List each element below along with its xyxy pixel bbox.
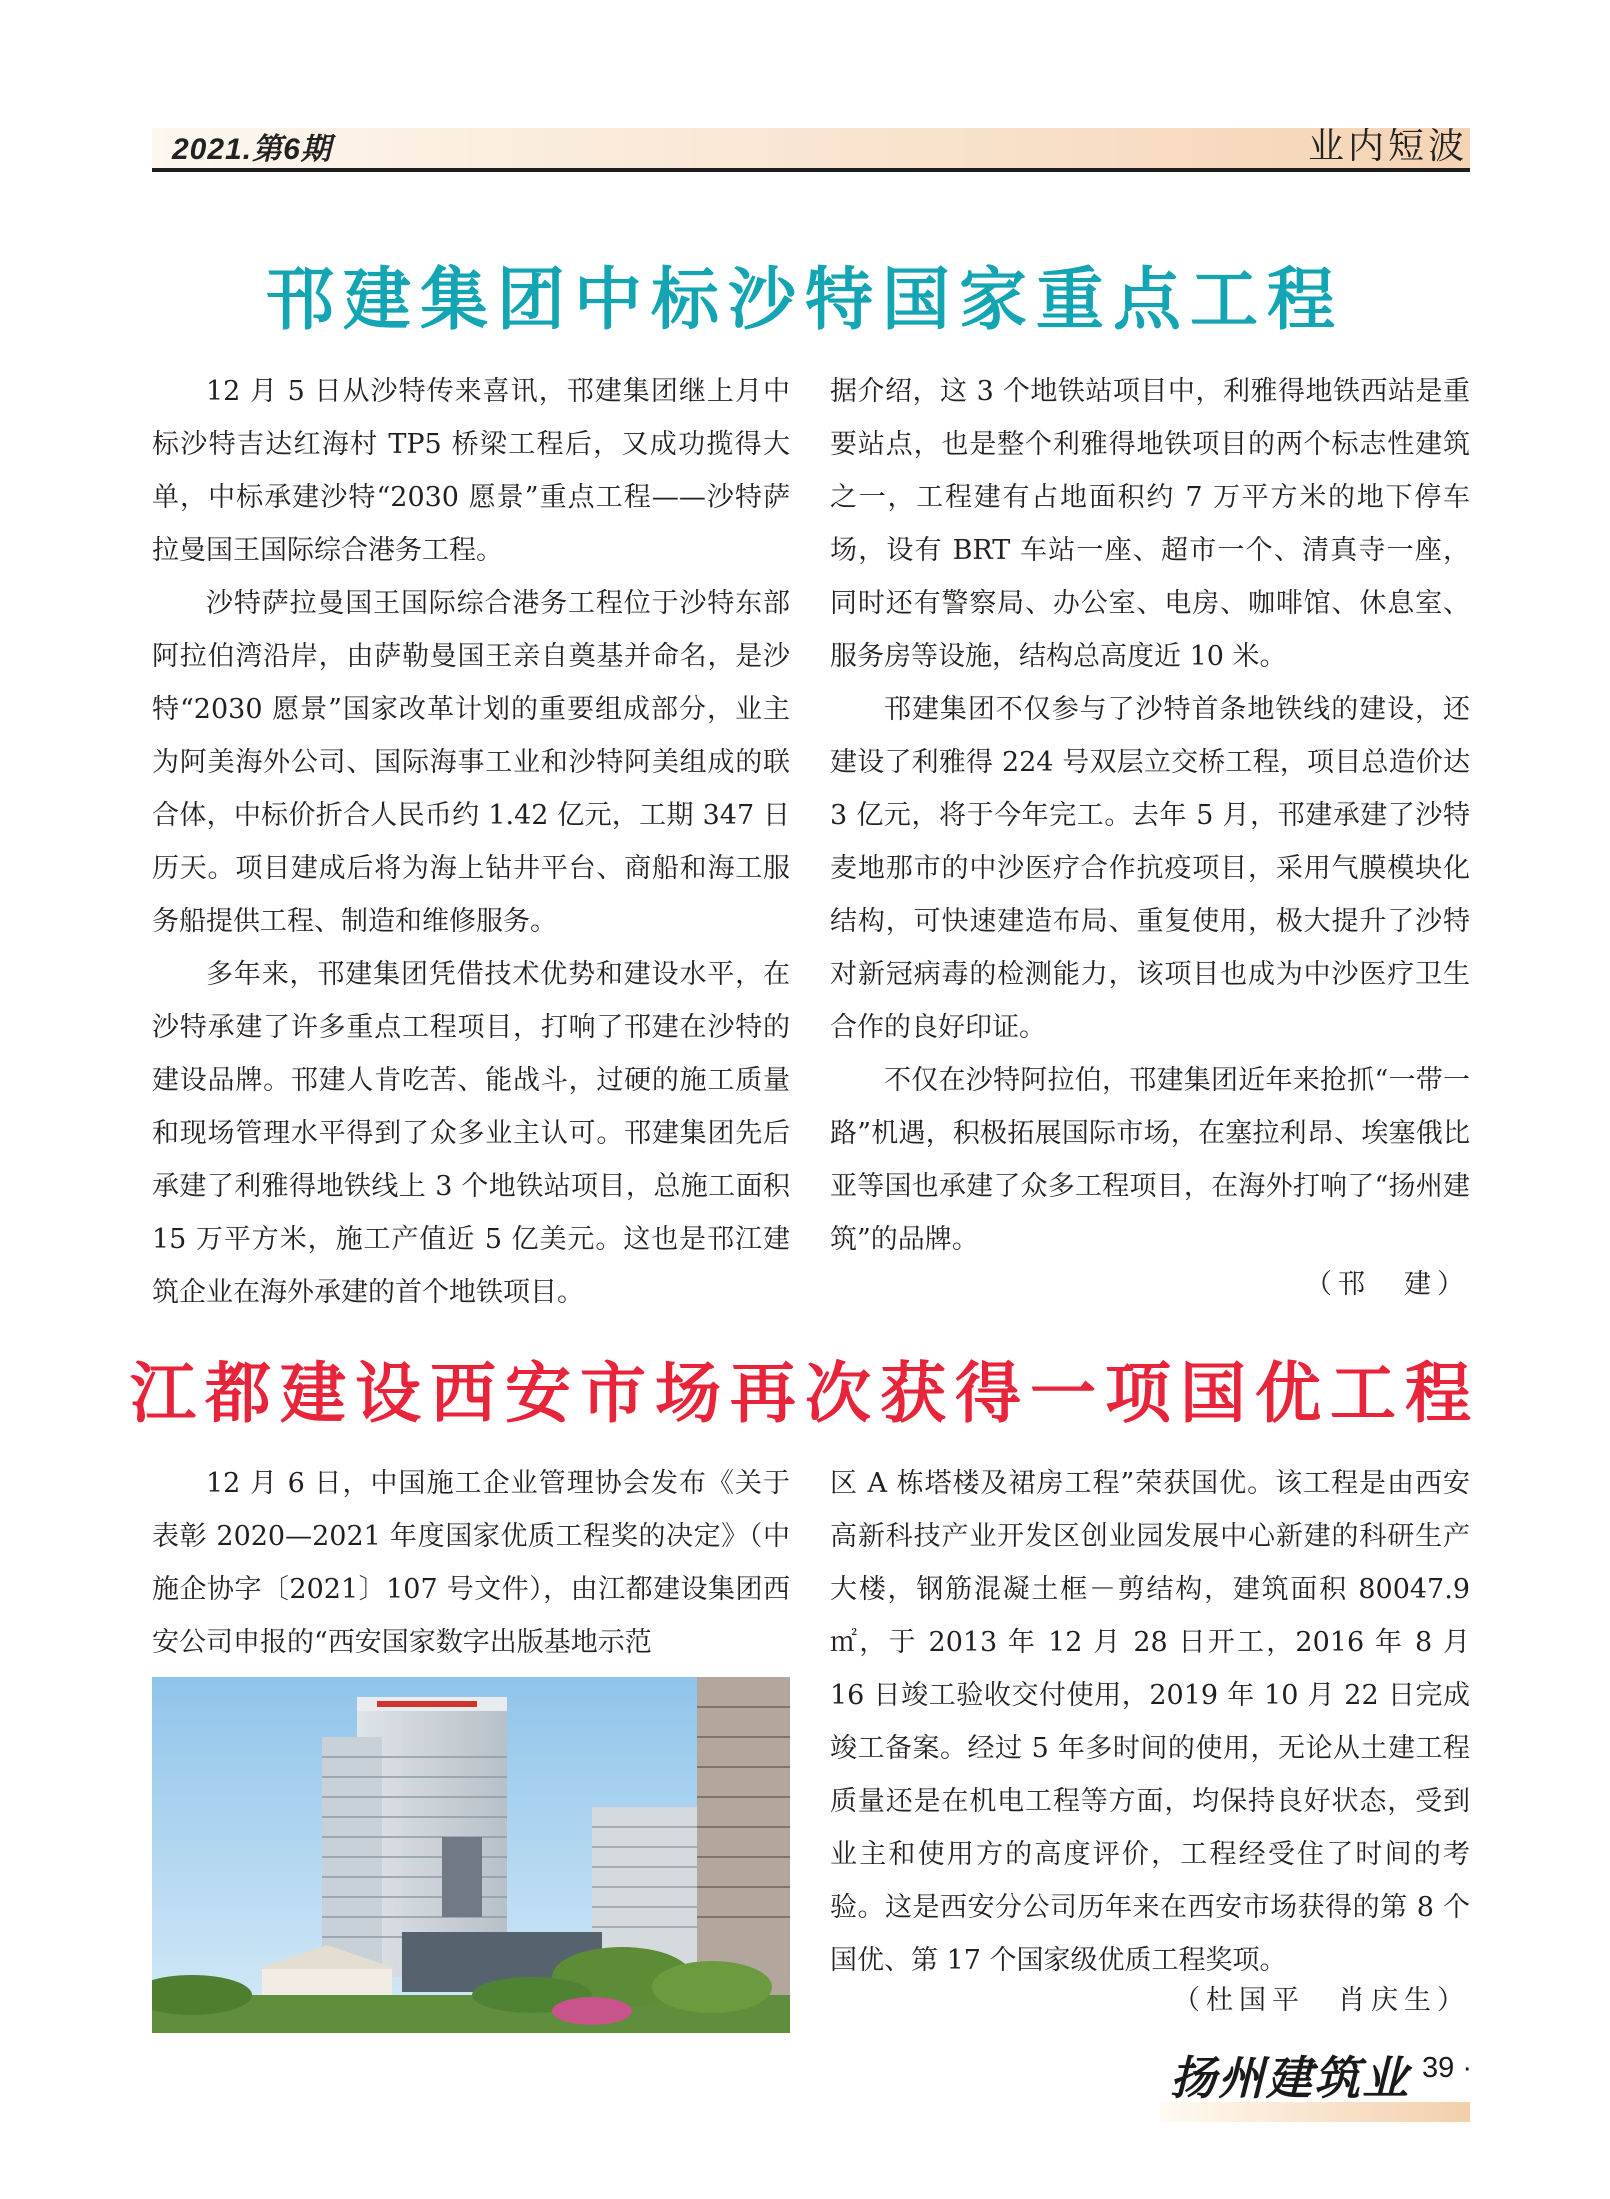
- article-1-paragraph: 据介绍，这 3 个地铁站项目中，利雅得地铁西站是重要站点，也是整个利雅得地铁项目的两个标志性建筑之一，工程建有占地面积约 7 万平方米的地下停车场，设有 BRT 车站一座、超市一个、清真寺一座，同时还有警察局、办公室、电房、咖啡馆、休息室、服务房等设施，结构总高度近 10 米。: [830, 376, 1470, 672]
- issue-label: 2021.第6期: [172, 133, 332, 166]
- article-1-paragraph: 12 月 5 日从沙特传来喜讯，邗建集团继上月中标沙特吉达红海村 TP5 桥梁工程后，又成功揽得大单，中标承建沙特“2030 愿景”重点工程——沙特萨拉曼国王国际综合港务工程。: [152, 376, 790, 566]
- article-1-right-column: [830, 365, 1470, 1266]
- article-1-paragraph: 邗建集团不仅参与了沙特首条地铁线的建设，还建设了利雅得 224 号双层立交桥工程，项目总造价达 3 亿元，将于今年完工。去年 5 月，邗建承建了沙特麦地那市的中沙医疗合作抗疫项目，采用气膜模块化结构，可快速建造布局、重复使用，极大提升了沙特对新冠病毒的检测能力，该项目也成为中沙医疗卫生合作的良好印证。: [830, 694, 1470, 1043]
- article-2-paragraph: 区 A 栋塔楼及裙房工程”荣获国优。该工程是由西安高新科技产业开发区创业园发展中心新建的科研生产大楼，钢筋混凝土框－剪结构，建筑面积 80047.9 ㎡，于 2013 年 12 月 28 日开工，2016 年 8 月 16 日竣工验收交付使用，2019 年 10 月 22 日完成竣工备案。经过 5 年多时间的使用，无论从土建工程质量还是在机电工程等方面，均保持良好状态，受到业主和使用方的高度评价，工程经受住了时间的考验。这是西安分公司历年来在西安市场获得的第 8 个国优、第 17 个国家级优质工程奖项。: [830, 1468, 1470, 1976]
- article-2-paragraph: 12 月 6 日，中国施工企业管理协会发布《关于表彰 2020—2021 年度国家优质工程奖的决定》（中施企协字〔2021〕107 号文件），由江都建设集团西安公司申报的“西安国家数字出版基地示范: [152, 1468, 790, 1658]
- magazine-brand: 扬州建筑业: [1170, 2051, 1410, 2105]
- header-band: [152, 128, 1470, 168]
- page-number: · 39 ·: [1404, 2052, 1472, 2084]
- article-1-left-column: [152, 365, 790, 1319]
- article-2-right-column: [830, 1457, 1470, 1987]
- article-1-credit: （邗 建）: [1305, 1269, 1470, 1300]
- article-1-paragraph: 不仅在沙特阿拉伯，邗建集团近年来抢抓“一带一路”机遇，积极拓展国际市场，在塞拉利昂、埃塞俄比亚等国也承建了众多工程项目，在海外打响了“扬州建筑”的品牌。: [830, 1065, 1470, 1255]
- section-label: 业内短波: [1307, 125, 1468, 166]
- article-2-credit: （杜国平 肖庆生）: [1173, 1985, 1470, 2016]
- header-rule: [152, 168, 1470, 172]
- article-2-left-column: [152, 1457, 790, 1669]
- building-photo: [152, 1677, 790, 2033]
- article-1-paragraph: 沙特萨拉曼国王国际综合港务工程位于沙特东部阿拉伯湾沿岸，由萨勒曼国王亲自奠基并命名，是沙特“2030 愿景”国家改革计划的重要组成部分，业主为阿美海外公司、国际海事工业和沙特阿美组成的联合体，中标价折合人民币约 1.42 亿元，工期 347 日历天。项目建成后将为海上钻井平台、商船和海工服务船提供工程、制造和维修服务。: [152, 588, 790, 937]
- article-1-title: 邗建集团中标沙特国家重点工程: [265, 261, 1344, 340]
- article-1-paragraph: 多年来，邗建集团凭借技术优势和建设水平，在沙特承建了许多重点工程项目，打响了邗建在沙特的建设品牌。邗建人肯吃苦、能战斗，过硬的施工质量和现场管理水平得到了众多业主认可。邗建集团先后承建了利雅得地铁线上 3 个地铁站项目，总施工面积 15 万平方米，施工产值近 5 亿美元。这也是邗江建筑企业在海外承建的首个地铁项目。: [152, 959, 790, 1308]
- article-2-title: 江都建设西安市场再次获得一项国优工程: [130, 1355, 1480, 1432]
